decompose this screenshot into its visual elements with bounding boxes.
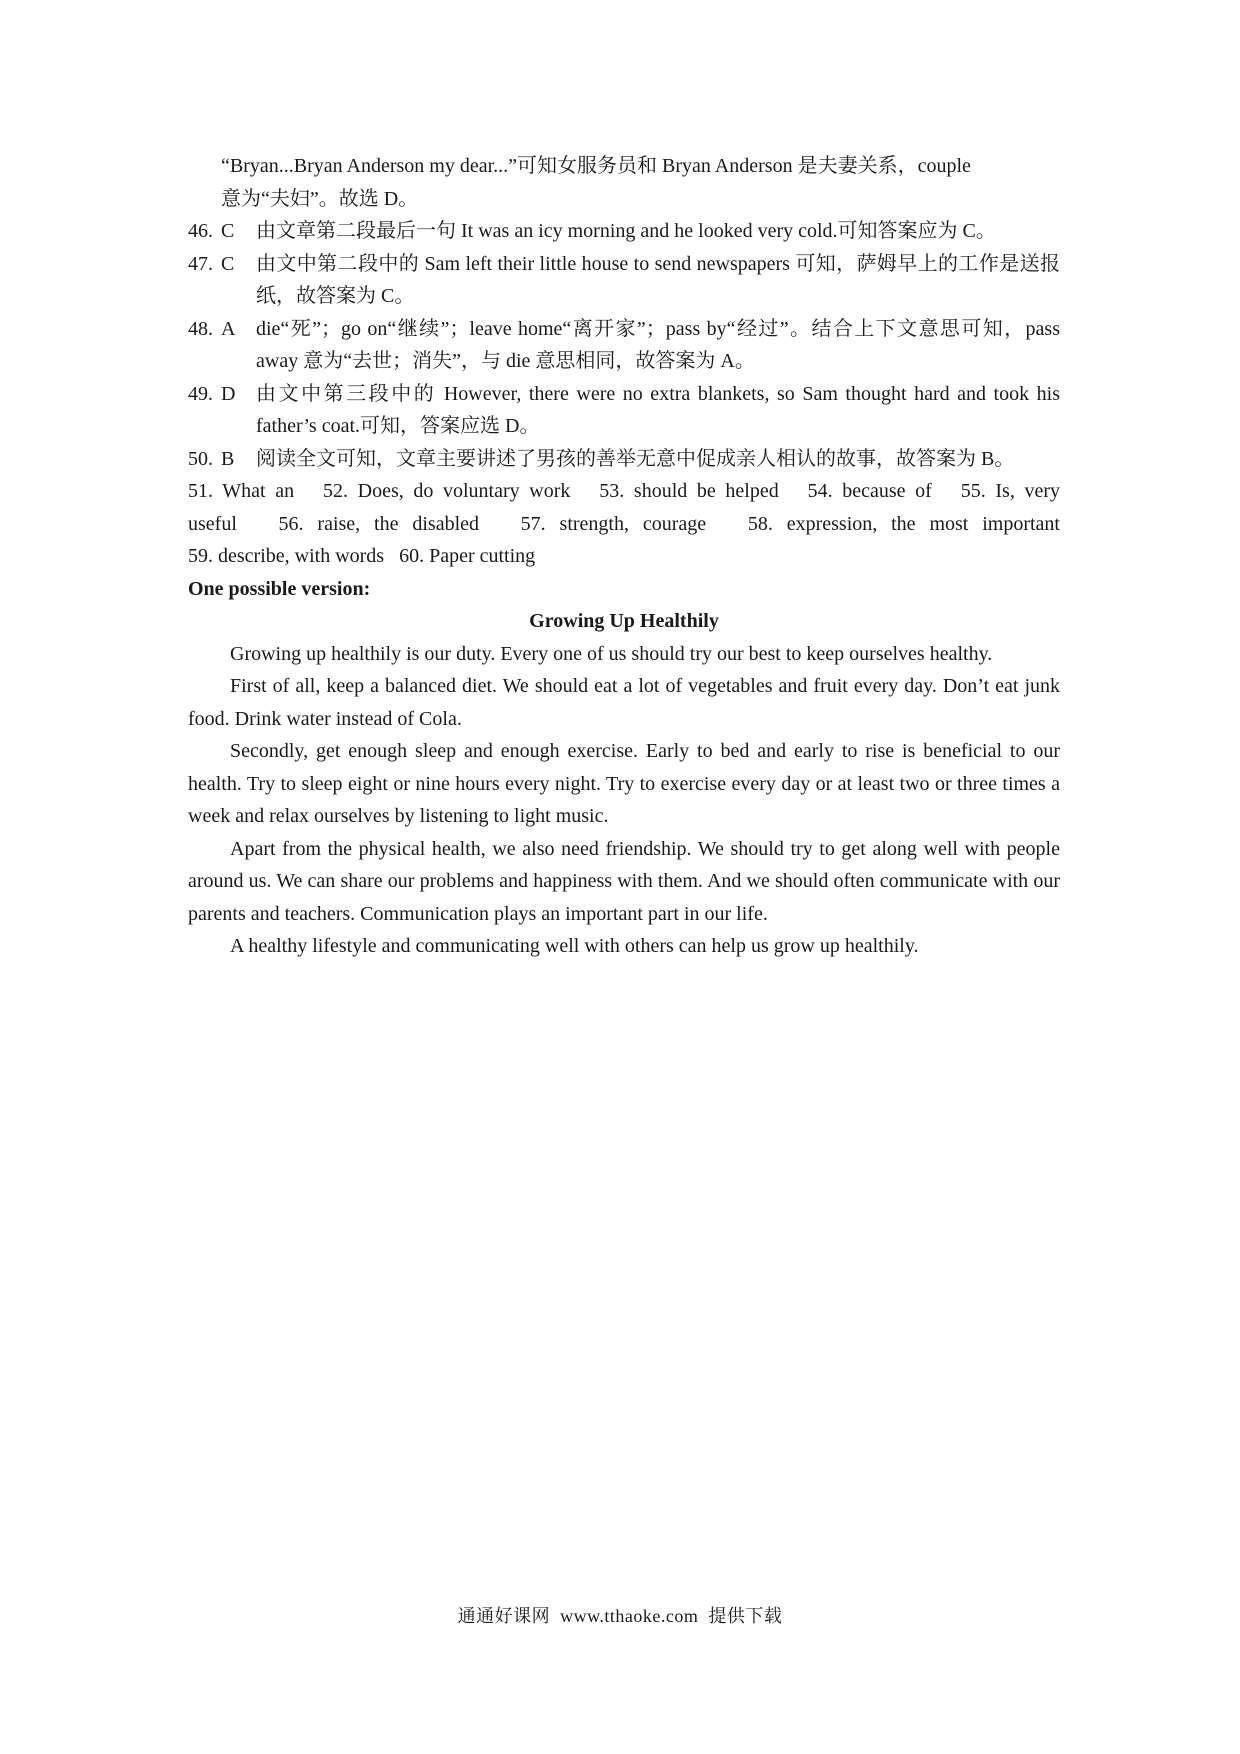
answer-number: 50. xyxy=(188,447,213,470)
fill-answers-line-3: 59. describe, with words 60. Paper cutting xyxy=(188,545,536,567)
q45-explanation-line-1: “Bryan...Bryan Anderson my dear...”可知女服务员和 Bryan Anderson 是夫妻关系，couple xyxy=(221,155,971,177)
essay-paragraph: Apart from the physical health, we also need friendship. We should try to get along well with people around us. We can share our problems and happiness with them. And we should often communicate with our parents and teachers. Communication plays an important part in our life. xyxy=(188,837,1060,925)
answer-number: 48. xyxy=(188,317,213,340)
essay-paragraph: Secondly, get enough sleep and enough exercise. Early to bed and early to rise is beneficial to our health. Try to sleep eight or nine hours every night. Try to exercise every day or at least two or three times a week and relax ourselves by listening to light music. xyxy=(188,740,1060,827)
answer-letter: C xyxy=(221,252,235,275)
answer-letter: B xyxy=(221,447,235,470)
fill-answers-line-2: useful 56. raise, the disabled 57. strength, courage 58. expression, the most important xyxy=(188,512,1060,535)
q45-explanation-line-2: 意为“夫妇”。故选 D。 xyxy=(221,187,419,210)
essay-title: Growing Up Healthily xyxy=(529,610,719,632)
essay-paragraph: Growing up healthily is our duty. Every one of us should try our best to keep ourselves healthy. xyxy=(230,642,993,665)
answer-48 xyxy=(188,313,1060,378)
answer-49 xyxy=(188,378,1060,443)
answer-explanation: 由文中第三段中的 However, there were no extra blankets, so Sam thought hard and took his father’s coat.可知，答案应选 D。 xyxy=(256,382,1060,437)
answer-number: 49. xyxy=(188,382,213,405)
essay-heading: One possible version: xyxy=(188,577,371,600)
answer-explanation: 阅读全文可知，文章主要讲述了男孩的善举无意中促成亲人相认的故事，故答案为 B。 xyxy=(256,447,1015,470)
answer-explanation: 由文中第二段中的 Sam left their little house to send newspapers 可知，萨姆早上的工作是送报纸，故答案为 C。 xyxy=(256,252,1060,307)
answer-number: 46. xyxy=(188,220,213,242)
essay-paragraph: First of all, keep a balanced diet. We should eat a lot of vegetables and fruit every day. Don’t eat junk food. Drink water instead of Cola. xyxy=(188,675,1060,730)
essay-paragraph: A healthy lifestyle and communicating well with others can help us grow up healthily. xyxy=(230,935,919,957)
fill-answers-line-1: 51. What an 52. Does, do voluntary work 53. should be helped 54. because of 55. Is, very xyxy=(188,480,1060,502)
answer-46 xyxy=(188,215,1060,248)
answer-letter: C xyxy=(221,220,235,242)
answer-letter: D xyxy=(221,382,236,405)
answer-key-page xyxy=(188,150,1060,963)
answer-explanation: 由文章第二段最后一句 It was an icy morning and he looked very cold.可知答案应为 C。 xyxy=(256,220,996,242)
answer-number: 47. xyxy=(188,252,213,275)
page-footer: 通通好课网 www.tthaoke.com 提供下载 xyxy=(457,1606,783,1626)
answer-50 xyxy=(188,443,1060,476)
answer-explanation: die“死”；go on“继续”；leave home“离开家”；pass by“经过”。结合上下文意思可知，pass away 意为“去世；消失”，与 die 意思相同，故答案为 A。 xyxy=(256,317,1060,372)
answer-47 xyxy=(188,248,1060,313)
answer-letter: A xyxy=(221,317,236,340)
